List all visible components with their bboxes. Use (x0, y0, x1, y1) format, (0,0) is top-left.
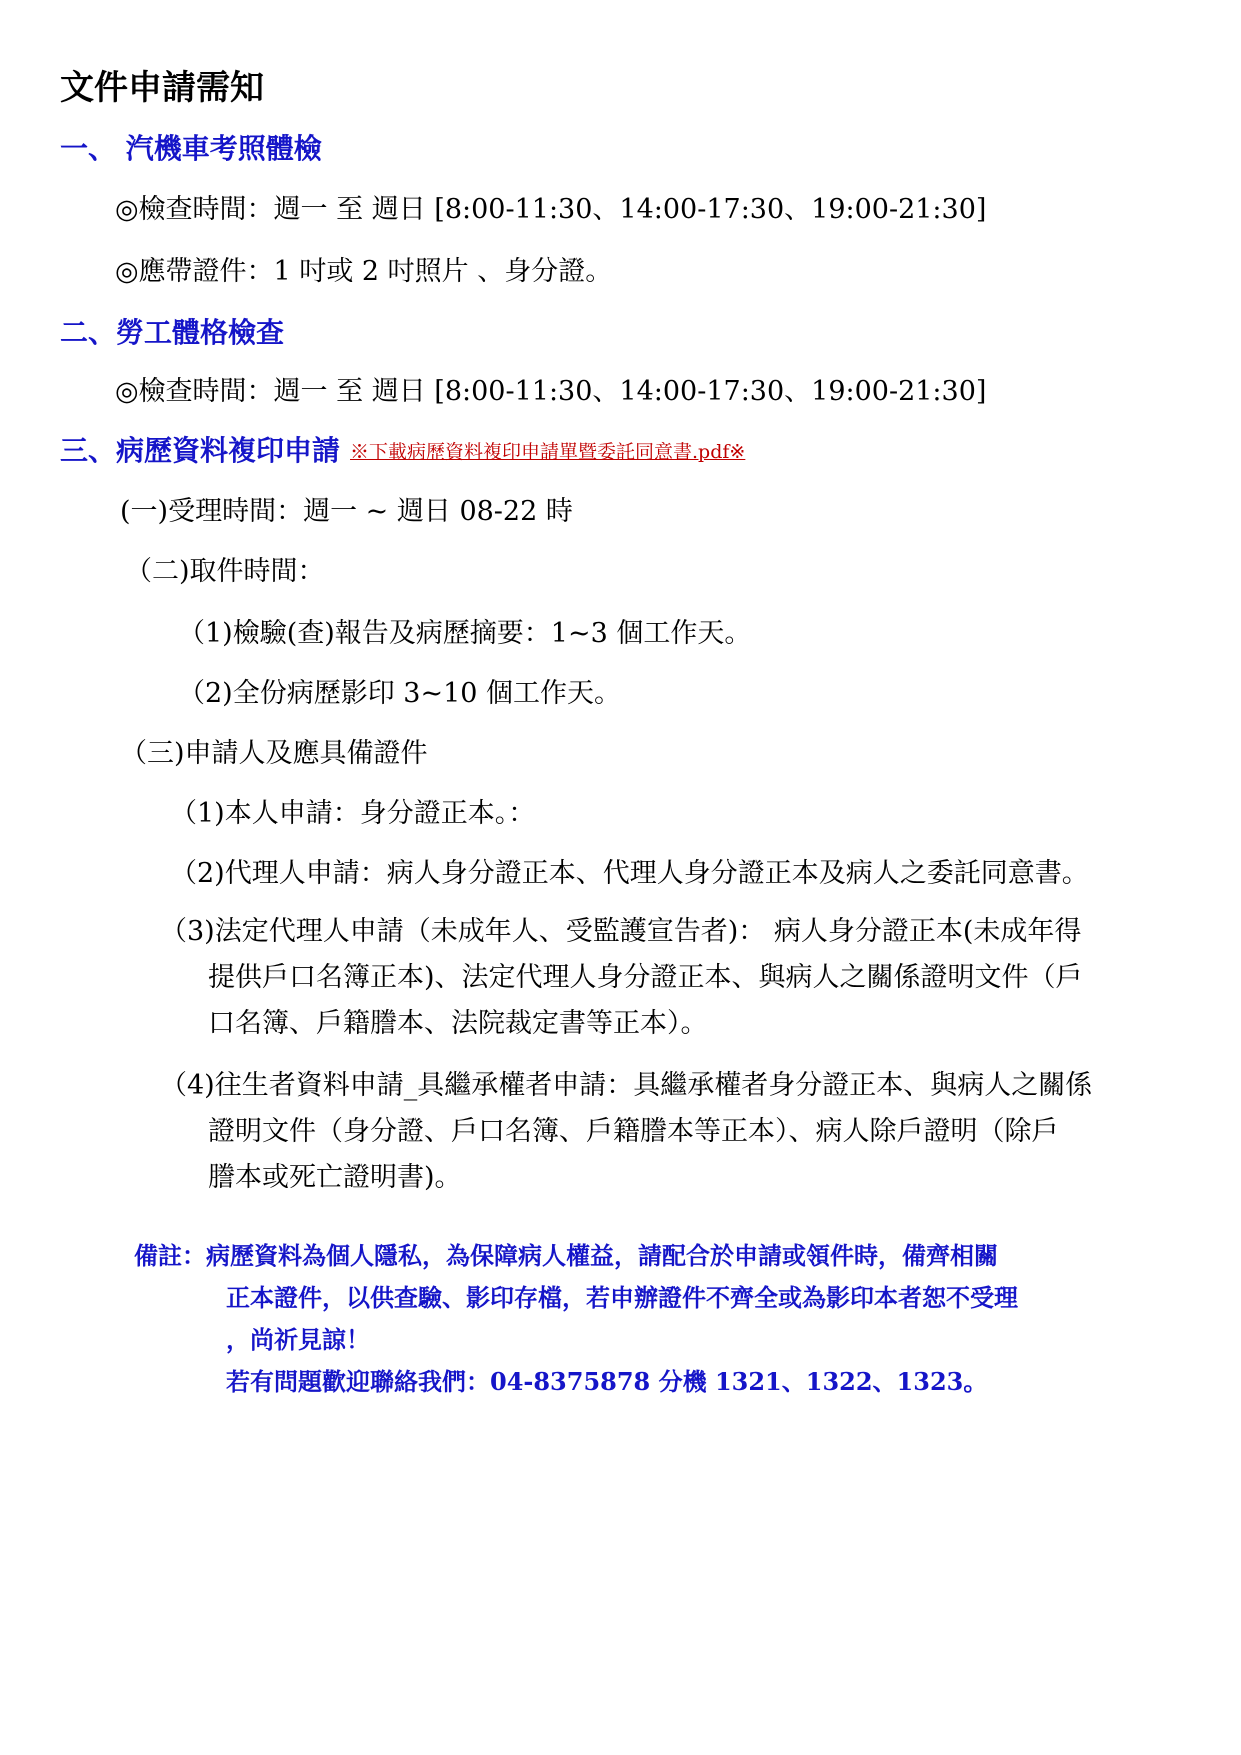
section-heading-medical-records-text: 三、病歷資料複印申請 (60, 434, 341, 467)
page-title: 文件申請需知 (60, 68, 264, 108)
section-heading-labor-exam: 二、勞工體格檢查 (60, 316, 285, 349)
remarks-line-2: 正本證件，以供查驗、影印存檔，若申辦證件不齊全或為影印本者恕不受理 (226, 1283, 1018, 1312)
acceptance-hours: (一)受理時間：週一 ~ 週日 08-22 時 (120, 496, 573, 527)
legal-guardian-line-2: 提供戶口名簿正本)、法定代理人身分證正本、與病人之關係證明文件（戶 (208, 962, 1083, 993)
applicant-agent: （2)代理人申請：病人身分證正本、代理人身分證正本及病人之委託同意書。 (170, 858, 1089, 889)
pickup-time-item-2: （2)全份病歷影印 3~10 個工作天。 (178, 678, 622, 709)
legal-guardian-line-3: 口名簿、戶籍謄本、法院裁定書等正本）。 (208, 1008, 708, 1039)
section-heading-driving-license-exam: 一、 汽機車考照體檢 (60, 132, 322, 165)
remarks-line-1: 備註：病歷資料為個人隱私，為保障病人權益，請配合於申請或領件時，備齊相關 (134, 1241, 998, 1270)
pickup-time-item-1: （1)檢驗(查)報告及病歷摘要：1~3 個工作天。 (178, 618, 752, 649)
applicant-self: （1)本人申請：身分證正本。： (170, 798, 536, 829)
required-documents-line: ◎應帶證件：1 吋或 2 吋照片 、身分證。 (115, 256, 613, 287)
section-heading-medical-records (60, 430, 745, 473)
legal-guardian-line-1: （3)法定代理人申請（未成年人、受監護宣告者)： 病人身分證正本(未成年得 (160, 916, 1082, 947)
exam-hours-line: ◎檢查時間：週一 至 週日 [8:00-11:30、14:00-17:30、19:00-21:30] (115, 194, 987, 225)
download-form-link[interactable]: ※下載病歷資料複印申請單暨委託同意書.pdf※ (350, 441, 746, 463)
deceased-line-2: 證明文件（身分證、戶口名簿、戶籍謄本等正本）、病人除戶證明（除戶 (208, 1116, 1059, 1147)
labor-exam-hours-line: ◎檢查時間：週一 至 週日 [8:00-11:30、14:00-17:30、19:00-21:30] (115, 376, 987, 407)
deceased-line-1: （4)往生者資料申請_具繼承權者申請：具繼承權者身分證正本、與病人之關係 (160, 1070, 1093, 1101)
required-documents-heading: （三)申請人及應具備證件 (120, 738, 428, 769)
pickup-time-heading: （二)取件時間： (125, 556, 325, 587)
contact-line: 若有問題歡迎聯絡我們：04-8375878 分機 1321、1322、1323。 (226, 1367, 988, 1396)
remarks-line-3: ，尚祈見諒！ (226, 1325, 370, 1354)
deceased-line-3: 謄本或死亡證明書)。 (208, 1162, 462, 1193)
